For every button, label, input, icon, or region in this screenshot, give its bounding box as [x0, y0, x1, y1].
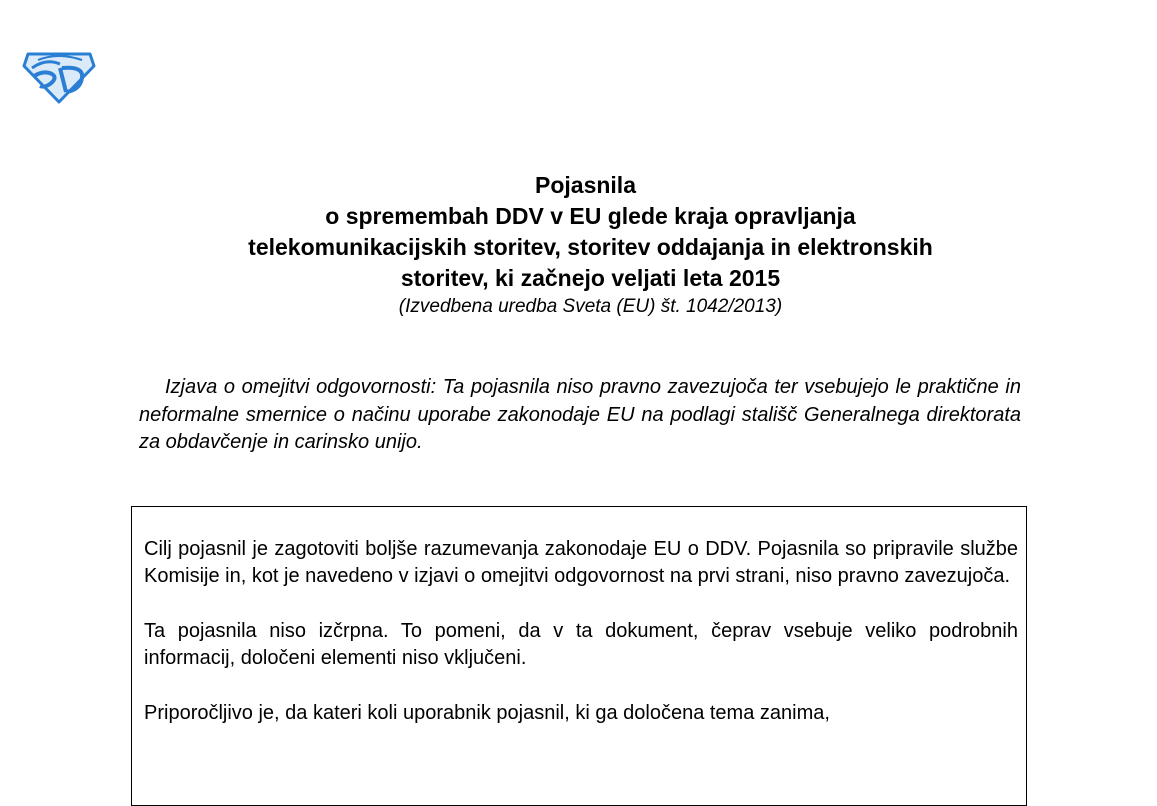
- shield-logo-icon: [22, 48, 96, 104]
- note-paragraph-3: Priporočljivo je, da kateri koli uporabnik pojasnil, ki ga določena tema zanima,: [144, 702, 830, 724]
- note-paragraph-2: Ta pojasnila niso izčrpna. To pomeni, da v ta dokument, čeprav vsebuje veliko podrobnih informacij, določeni elementi niso vključeni.: [144, 620, 1018, 669]
- disclaimer-paragraph: Izjava o omejitvi odgovornosti: Ta pojasnila niso pravno zavezujoča ter vsebujejo le praktične in neformalne smernice o načinu uporabe zakonodaje EU na podlagi stališč Generalnega direktorata za obdavčenje in carinsko unijo.: [139, 376, 1021, 453]
- note-paragraph-1: Cilj pojasnil je zagotoviti boljše razumevanja zakonodaje EU o DDV. Pojasnila so pripravile službe Komisije in, kot je navedeno v izjavi o omejitvi odgovornost na prvi strani, niso pravno zavezujoča.: [144, 538, 1018, 587]
- title-line-3: telekomunikacijskih storitev, storitev oddajanja in elektronskih: [248, 234, 933, 260]
- title-line-1: Pojasnila: [535, 172, 636, 198]
- regulation-subtitle: (Izvedbena uredba Sveta (EU) št. 1042/2013): [398, 296, 783, 317]
- title-line-4: storitev, ki začnejo veljati leta 2015: [400, 265, 781, 291]
- note-box: [131, 506, 1027, 806]
- title-line-2: o spremembah DDV v EU glede kraja opravljanja: [325, 203, 856, 229]
- document-title: [0, 170, 1157, 320]
